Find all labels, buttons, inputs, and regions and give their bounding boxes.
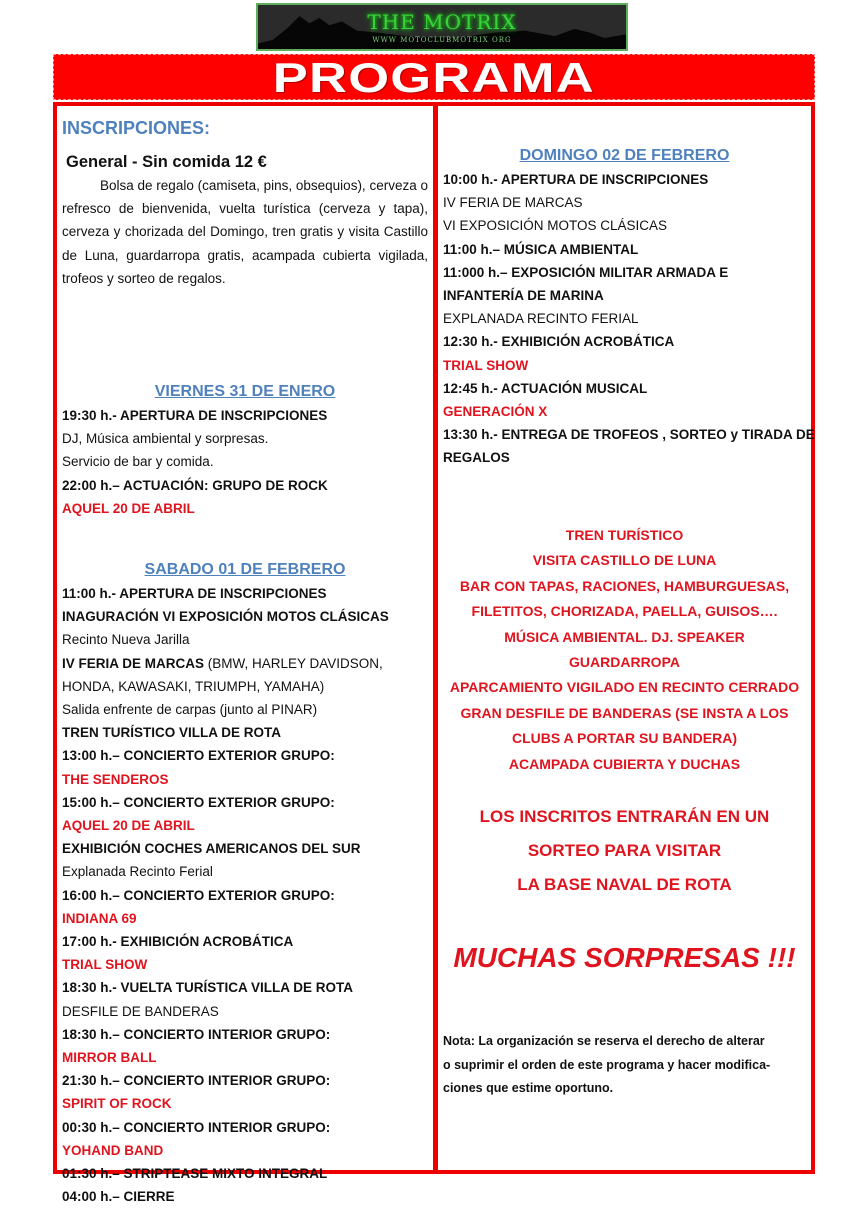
- banner-title: PROGRAMA: [272, 54, 596, 101]
- viernes-title: VIERNES 31 DE ENERO: [154, 383, 336, 400]
- schedule-item: DESFILE DE BANDERAS: [62, 1003, 219, 1019]
- lottery-line: SORTEO PARA VISITAR: [527, 841, 722, 860]
- viernes-list: [62, 404, 428, 520]
- service-item: APARCAMIENTO VIGILADO EN RECINTO CERRADO: [449, 679, 800, 696]
- schedule-item: 01:30 h.– STRIPTEASE MIXTO INTEGRAL: [62, 1166, 328, 1182]
- services-section: [443, 523, 806, 777]
- schedule-item: 22:00 h.– ACTUACIÓN: GRUPO DE ROCK: [62, 477, 328, 493]
- band-name: YOHAND BAND: [62, 1142, 164, 1158]
- band-name: INDIANA 69: [62, 910, 137, 926]
- service-item: GUARDARROPA: [569, 654, 680, 671]
- band-name: GENERACIÓN X: [443, 404, 548, 420]
- service-item: TREN TURÍSTICO: [565, 527, 684, 543]
- domingo-list: [443, 168, 815, 470]
- schedule-item: 00:30 h.– CONCIERTO INTERIOR GRUPO:: [62, 1119, 331, 1135]
- surprise-text: MUCHAS SORPRESAS !!!: [453, 942, 796, 973]
- nota-line: o suprimir el orden de este programa y hacer modifica-: [443, 1057, 771, 1072]
- nota-section: [443, 1030, 806, 1101]
- service-item: ACAMPADA CUBIERTA Y DUCHAS: [508, 755, 741, 772]
- schedule-item: 11:00 h.- APERTURA DE INSCRIPCIONES: [62, 586, 327, 601]
- band-name: THE SENDEROS: [62, 771, 169, 787]
- schedule-item: 17:00 h.- EXHIBICIÓN ACROBÁTICA: [62, 934, 294, 950]
- schedule-item: 18:30 h.- VUELTA TURÍSTICA VILLA DE ROTA: [62, 980, 354, 996]
- band-name: AQUEL 20 DE ABRIL: [62, 500, 195, 516]
- inscripciones-section: [62, 116, 428, 290]
- band-name: MIRROR BALL: [62, 1050, 157, 1066]
- club-logo: [256, 3, 628, 51]
- lottery-line: LOS INSCRITOS ENTRARÁN EN UN: [479, 807, 770, 826]
- inscripciones-description: Bolsa de regalo (camiseta, pins, obsequios), cerveza o refresco de bienvenida, vuelta turística (cerveza y tapa), cerveza y chorizada del Domingo, tren gratis y visita Castillo de Luna, guardarropa gratis, acampada cubierta vigilada, trofeos y sorteo de regalos.: [62, 178, 428, 286]
- inscripciones-title: INSCRIPCIONES:: [62, 118, 211, 138]
- band-name: AQUEL 20 DE ABRIL: [62, 818, 195, 834]
- sabado-section: [62, 558, 428, 1208]
- schedule-item: Servicio de bar y comida.: [62, 454, 214, 470]
- service-item: GRAN DESFILE DE BANDERAS (SE INSTA A LOS: [460, 704, 789, 721]
- domingo-section: [443, 144, 815, 470]
- schedule-item: 18:30 h.– CONCIERTO INTERIOR GRUPO:: [62, 1026, 331, 1042]
- schedule-item: 19:30 h.- APERTURA DE INSCRIPCIONES: [62, 408, 328, 423]
- schedule-item: INFANTERÍA DE MARINA: [443, 288, 604, 304]
- lottery-section: [443, 800, 806, 902]
- schedule-item: 12:45 h.- ACTUACIÓN MUSICAL: [443, 380, 648, 396]
- schedule-item: EXPLANADA RECINTO FERIAL: [443, 311, 639, 327]
- left-panel: [53, 102, 437, 1205]
- schedule-item: REGALOS: [443, 450, 510, 466]
- schedule-item: 16:00 h.– CONCIERTO EXTERIOR GRUPO:: [62, 887, 335, 903]
- schedule-item-bold: IV FERIA DE MARCAS: [62, 655, 205, 671]
- schedule-item: 04:00 h.– CIERRE: [62, 1189, 175, 1205]
- nota-list: [443, 1030, 806, 1101]
- services-list: [443, 523, 806, 777]
- price-line: General - Sin comida 12 €: [66, 153, 267, 171]
- schedule-item: Explanada Recinto Ferial: [62, 864, 213, 880]
- sabado-list: [62, 582, 428, 1208]
- domingo-title: DOMINGO 02 DE FEBRERO: [519, 147, 730, 164]
- program-frame: [53, 54, 815, 1205]
- schedule-item: 15:00 h.– CONCIERTO EXTERIOR GRUPO:: [62, 794, 335, 810]
- schedule-item: 10:00 h.- APERTURA DE INSCRIPCIONES: [443, 172, 709, 187]
- schedule-item: EXHIBICIÓN COCHES AMERICANOS DEL SUR: [62, 841, 361, 857]
- schedule-item: Recinto Nueva Jarilla: [62, 632, 190, 648]
- lottery-line: LA BASE NAVAL DE ROTA: [517, 875, 732, 894]
- schedule-item: 11:00 h.– MÚSICA AMBIENTAL: [443, 241, 639, 257]
- schedule-item: VI EXPOSICIÓN MOTOS CLÁSICAS: [443, 218, 668, 234]
- program-banner: [53, 54, 815, 100]
- service-item: MÚSICA AMBIENTAL. DJ. SPEAKER: [504, 628, 745, 645]
- right-panel: [434, 102, 815, 1174]
- service-item: VISITA CASTILLO DE LUNA: [532, 552, 717, 569]
- schedule-item-rest: (BMW, HARLEY DAVIDSON,: [204, 655, 383, 671]
- nota-line: ciones que estime oportuno.: [443, 1081, 614, 1095]
- nota-line: Nota: La organización se reserva el derecho de alterar: [443, 1034, 765, 1048]
- schedule-item: 13:30 h.- ENTREGA DE TROFEOS , SORTEO y TIRADA DE: [443, 427, 815, 443]
- lottery-list: [443, 800, 806, 902]
- schedule-item: 11:000 h.– EXPOSICIÓN MILITAR ARMADA E: [443, 264, 729, 280]
- schedule-item: Salida enfrente de carpas (junto al PINAR): [62, 702, 318, 718]
- schedule-item: IV FERIA DE MARCAS: [443, 195, 583, 211]
- schedule-item: [62, 652, 428, 675]
- band-name: TRIAL SHOW: [62, 957, 148, 973]
- logo-title: THE MOTRIX: [367, 10, 517, 34]
- schedule-item: 12:30 h.- EXHIBICIÓN ACROBÁTICA: [443, 334, 675, 350]
- service-item: CLUBS A PORTAR SU BANDERA): [511, 730, 738, 747]
- schedule-item: 13:00 h.– CONCIERTO EXTERIOR GRUPO:: [62, 748, 335, 764]
- schedule-item: 21:30 h.– CONCIERTO INTERIOR GRUPO:: [62, 1073, 331, 1089]
- viernes-section: [62, 380, 428, 520]
- service-item: BAR CON TAPAS, RACIONES, HAMBURGUESAS,: [459, 577, 790, 594]
- logo-url: WWW MOTOCLUBMOTRIX ORG: [372, 36, 512, 44]
- surprise-section: [443, 942, 806, 974]
- schedule-item: TREN TURÍSTICO VILLA DE ROTA: [62, 725, 281, 741]
- band-name: TRIAL SHOW: [443, 357, 529, 373]
- service-item: FILETITOS, CHORIZADA, PAELLA, GUISOS….: [471, 603, 778, 620]
- schedule-item: DJ, Música ambiental y sorpresas.: [62, 431, 269, 447]
- band-name: SPIRIT OF ROCK: [62, 1096, 172, 1112]
- schedule-item: INAGURACIÓN VI EXPOSICIÓN MOTOS CLÁSICAS: [62, 609, 389, 625]
- sabado-title: SABADO 01 DE FEBRERO: [144, 561, 346, 578]
- schedule-item: HONDA, KAWASAKI, TRIUMPH, YAMAHA): [62, 678, 325, 694]
